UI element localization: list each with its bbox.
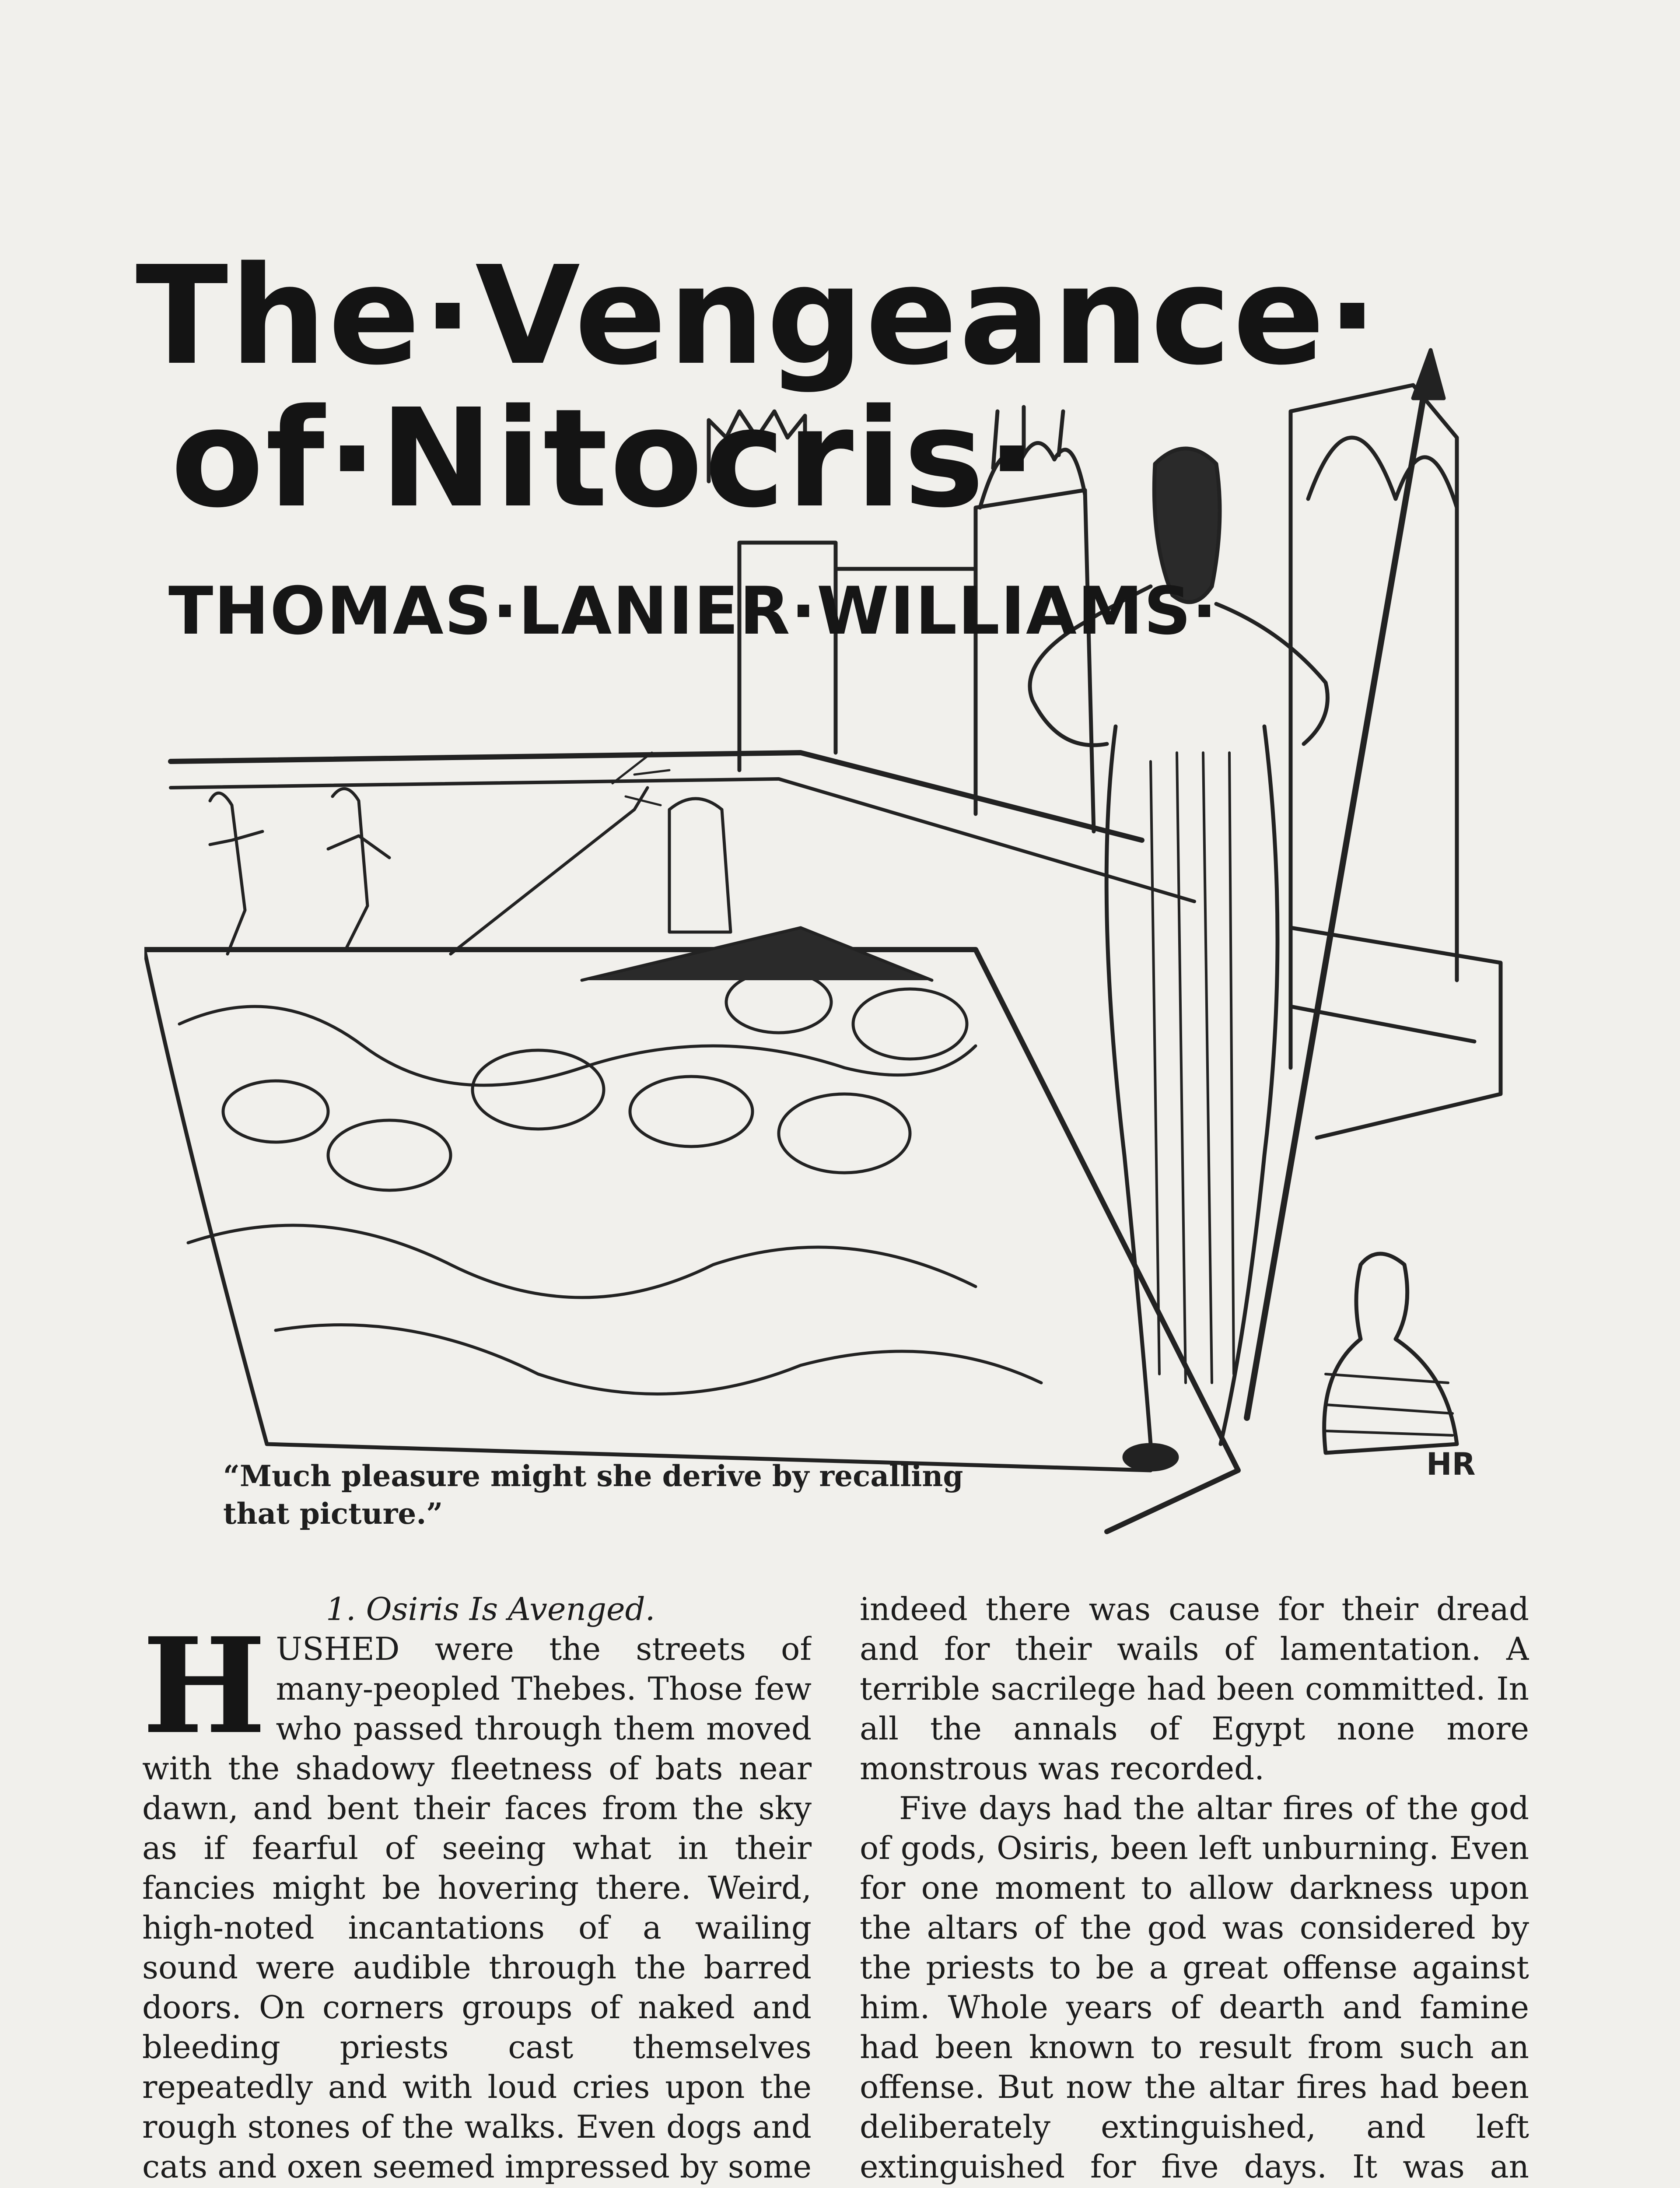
text-column-left (142, 1589, 812, 2188)
paragraph-1-text: USHED were the streets of many-peopled Thebes. Those few who passed through them moved with the shadowy fleetness of bats near dawn, and bent their faces from the sky as if fearful of seeing what in their fancies might be hovering there. Weird, high-noted incantations of a wailing sound were audible through the barred doors. On corners groups of naked and bleeding priests cast themselves repeatedly and with loud cries upon the rough stones of the walks. Even dogs and cats and oxen seemed impressed by some (142, 1630, 812, 2185)
artist-signature: HR (1426, 1446, 1476, 1482)
story-title (136, 237, 1380, 538)
author-byline: THOMAS·LANIER·WILLIAMS· (168, 573, 1218, 649)
text-column-right (860, 1589, 1529, 2188)
paragraph-3: Five days had the altar fires of the god of gods, Osiris, been left unburning. Even for one moment to allow darkness upon the altars of the god was considered by the priests to be a great offense against him. Whole years of dearth and famine had been known to result from such an offense. But now the altar fires had been deliberately extinguished, and left extinguished for five days. It was an (860, 1790, 1529, 2185)
section-heading: 1. Osiris Is Avenged. (326, 1591, 655, 1627)
paragraph-2: indeed there was cause for their dread and for their wails of lamentation. A terrible sacrilege had been committed. In all the annals of Egypt none more monstrous was recorded. (860, 1591, 1529, 1787)
drop-cap: H (142, 1609, 266, 1763)
title-line-2: of·Nitocris· (171, 379, 1040, 538)
title-line-1: The·Vengeance· (136, 237, 1380, 395)
illustration-caption: “Much pleasure might she derive by recalling that picture.” (223, 1459, 963, 1531)
